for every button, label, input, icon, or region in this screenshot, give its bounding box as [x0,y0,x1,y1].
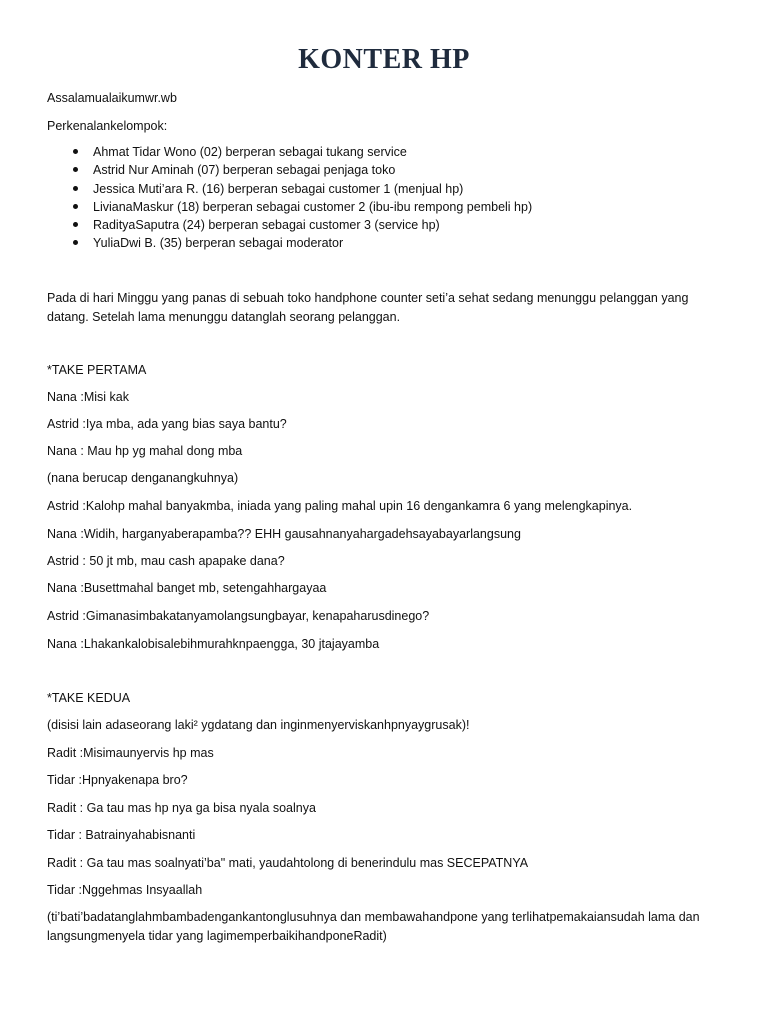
dialogue-line: Tidar : Batrainyahabisnanti [47,828,196,842]
dialogue-line: (disisi lain adaseorang laki² ygdatang dan inginmenyerviskanhpnyaygrusak)! [47,718,470,732]
dialogue-line: Tidar :Hpnyakenapa bro? [47,773,188,787]
bullet-icon [73,186,78,191]
list-item: LivianaMaskur (18) berperan sebagai customer 2 (ibu-ibu rempong pembeli hp) [70,198,532,216]
greeting: Assalamualaikumwr.wb [47,91,177,105]
bullet-icon [73,222,78,227]
list-item: RadityaSaputra (24) berperan sebagai customer 3 (service hp) [70,216,532,234]
bullet-icon [73,240,78,245]
intro-label: Perkenalankelompok: [47,119,168,133]
dialogue-line: (nana berucap denganangkuhnya) [47,471,239,485]
list-item: Jessica Muti’ara R. (16) berperan sebagai customer 1 (menjual hp) [70,180,532,198]
member-list [70,143,532,253]
dialogue-line: Astrid : 50 jt mb, mau cash apapake dana? [47,554,285,568]
take-heading: *TAKE PERTAMA [47,363,147,377]
dialogue-line: Nana : Mau hp yg mahal dong mba [47,444,243,458]
dialogue-line: Astrid :Kalohp mahal banyakmba, iniada yang paling mahal upin 16 dengankamra 6 yang melengkapinya. [47,499,633,513]
dialogue-line: Radit : Ga tau mas hp nya ga bisa nyala soalnya [47,801,316,815]
opening-paragraph: Pada di hari Minggu yang panas di sebuah toko handphone counter seti’a sehat sedang menunggu pelanggan yang datang. Setelah lama menunggu datanglah seorang pelanggan. [47,291,689,324]
bullet-icon [73,204,78,209]
dialogue-line: Nana :Widih, harganyaberapamba?? EHH gausahnanyahargadehsayabayarlangsung [47,527,521,541]
list-item: Ahmat Tidar Wono (02) berperan sebagai tukang service [70,143,532,161]
bullet-icon [73,149,78,154]
list-item: YuliaDwi B. (35) berperan sebagai moderator [70,234,532,252]
list-item: Astrid Nur Aminah (07) berperan sebagai penjaga toko [70,161,532,179]
dialogue-line: Nana :Lhakankalobisalebihmurahknpaengga, 30 jtajayamba [47,637,380,651]
take-heading: *TAKE KEDUA [47,691,131,705]
dialogue-line: Astrid :Iya mba, ada yang bias saya bantu? [47,417,287,431]
dialogue-line: Astrid :Gimanasimbakatanyamolangsungbayar, kenapaharusdinego? [47,609,430,623]
bullet-icon [73,167,78,172]
closing-paragraph: (ti’bati’badatanglahmbambadengankantonglusuhnya dan membawahandpone yang terlihatpemakaiansudah lama dan langsungmenyela tidar yang lagimemperbaikihandponeRadit) [47,910,700,943]
document-title: KONTER HP [298,44,470,75]
dialogue-line: Radit : Ga tau mas soalnyati’ba" mati, yaudahtolong di benerindulu mas SECEPATNYA [47,856,529,870]
dialogue-line: Nana :Misi kak [47,390,129,404]
dialogue-line: Nana :Busettmahal banget mb, setengahhargayaa [47,581,327,595]
dialogue-line: Radit :Misimaunyervis hp mas [47,746,214,760]
dialogue-line: Tidar :Nggehmas Insyaallah [47,883,203,897]
